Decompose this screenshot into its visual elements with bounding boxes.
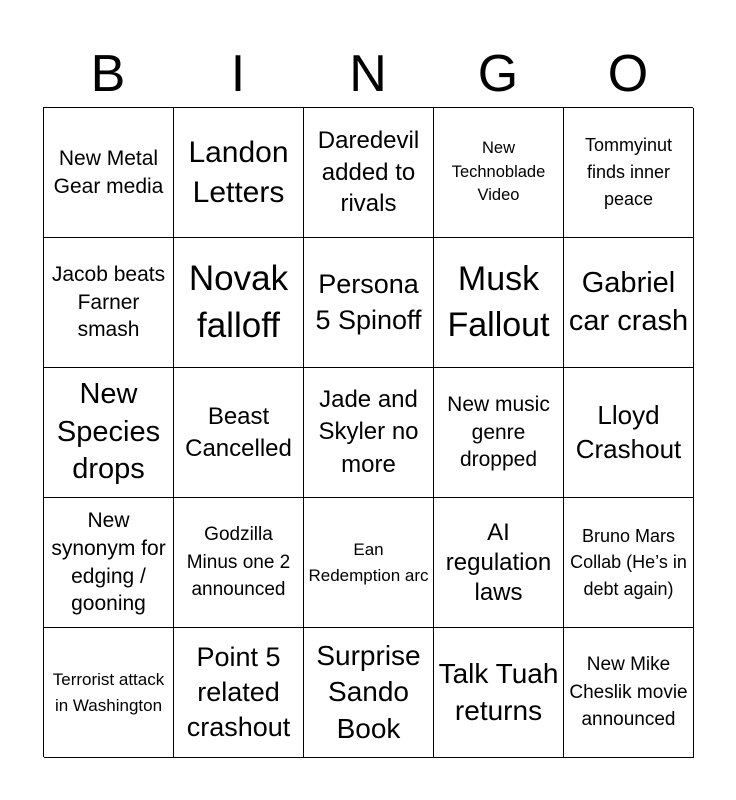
bingo-board — [43, 107, 693, 757]
bingo-cell[interactable] — [304, 108, 434, 238]
cell-label: New Mike Cheslik movie announced — [569, 654, 688, 731]
header-letter-g: G — [477, 45, 519, 103]
header-letter-o: O — [607, 45, 649, 103]
bingo-cell[interactable] — [564, 498, 694, 628]
cell-label: Point 5 related crashout — [186, 641, 291, 743]
bingo-cell[interactable] — [304, 238, 434, 368]
cell-label: Persona 5 Spinoff — [315, 269, 422, 335]
cell-label: Ean Redemption arc — [308, 540, 429, 585]
bingo-cell[interactable] — [174, 368, 304, 498]
bingo-header — [43, 40, 693, 108]
cell-label: New music genre dropped — [447, 392, 550, 472]
bingo-cell[interactable] — [304, 368, 434, 498]
bingo-cell[interactable] — [44, 238, 174, 368]
bingo-cell[interactable] — [174, 238, 304, 368]
bingo-cell[interactable] — [564, 238, 694, 368]
bingo-cell[interactable] — [304, 498, 434, 628]
cell-label: Surprise Sando Book — [316, 639, 421, 744]
cell-label: Terrorist attack in Washington — [52, 670, 165, 715]
bingo-cell[interactable] — [174, 628, 304, 758]
cell-label: Landon Letters — [188, 135, 289, 209]
bingo-cell[interactable] — [564, 368, 694, 498]
bingo-cell[interactable] — [434, 108, 564, 238]
bingo-cell[interactable] — [304, 628, 434, 758]
cell-label: New synonym for edging / gooning — [51, 509, 166, 616]
header-letter-b: B — [90, 45, 126, 103]
bingo-cell[interactable] — [44, 108, 174, 238]
cell-label: Talk Tuah returns — [438, 658, 559, 726]
bingo-cell[interactable] — [174, 498, 304, 628]
cell-label: Jade and Skyler no more — [318, 385, 419, 478]
header-letter-i: I — [230, 45, 246, 103]
cell-label: Gabriel car crash — [568, 266, 689, 337]
bingo-cell[interactable] — [564, 628, 694, 758]
cell-label: New Metal Gear media — [53, 146, 164, 198]
cell-label: Tommyinut finds inner peace — [584, 135, 673, 209]
bingo-cell[interactable] — [564, 108, 694, 238]
cell-label: Novak falloff — [188, 258, 289, 345]
bingo-cell[interactable] — [434, 498, 564, 628]
cell-label: AI regulation laws — [445, 518, 552, 606]
bingo-cell[interactable] — [44, 498, 174, 628]
cell-label: Lloyd Crashout — [575, 399, 682, 464]
bingo-cell[interactable] — [174, 108, 304, 238]
bingo-cell[interactable] — [434, 628, 564, 758]
header-letter-n: N — [349, 45, 387, 103]
cell-label: Godzilla Minus one 2 announced — [186, 524, 291, 601]
cell-label: Bruno Mars Collab (He’s in debt again) — [570, 526, 687, 599]
bingo-cell[interactable] — [434, 238, 564, 368]
bingo-cell[interactable] — [434, 368, 564, 498]
cell-label: New Technoblade Video — [451, 138, 546, 205]
cell-label: New Species drops — [56, 377, 161, 486]
bingo-cell[interactable] — [44, 368, 174, 498]
cell-label: Jacob beats Farner smash — [51, 262, 166, 342]
cell-label: Musk Fallout — [447, 260, 550, 344]
cell-label: Daredevil added to rivals — [317, 126, 420, 218]
cell-label: Beast Cancelled — [185, 403, 292, 462]
bingo-cell[interactable] — [44, 628, 174, 758]
